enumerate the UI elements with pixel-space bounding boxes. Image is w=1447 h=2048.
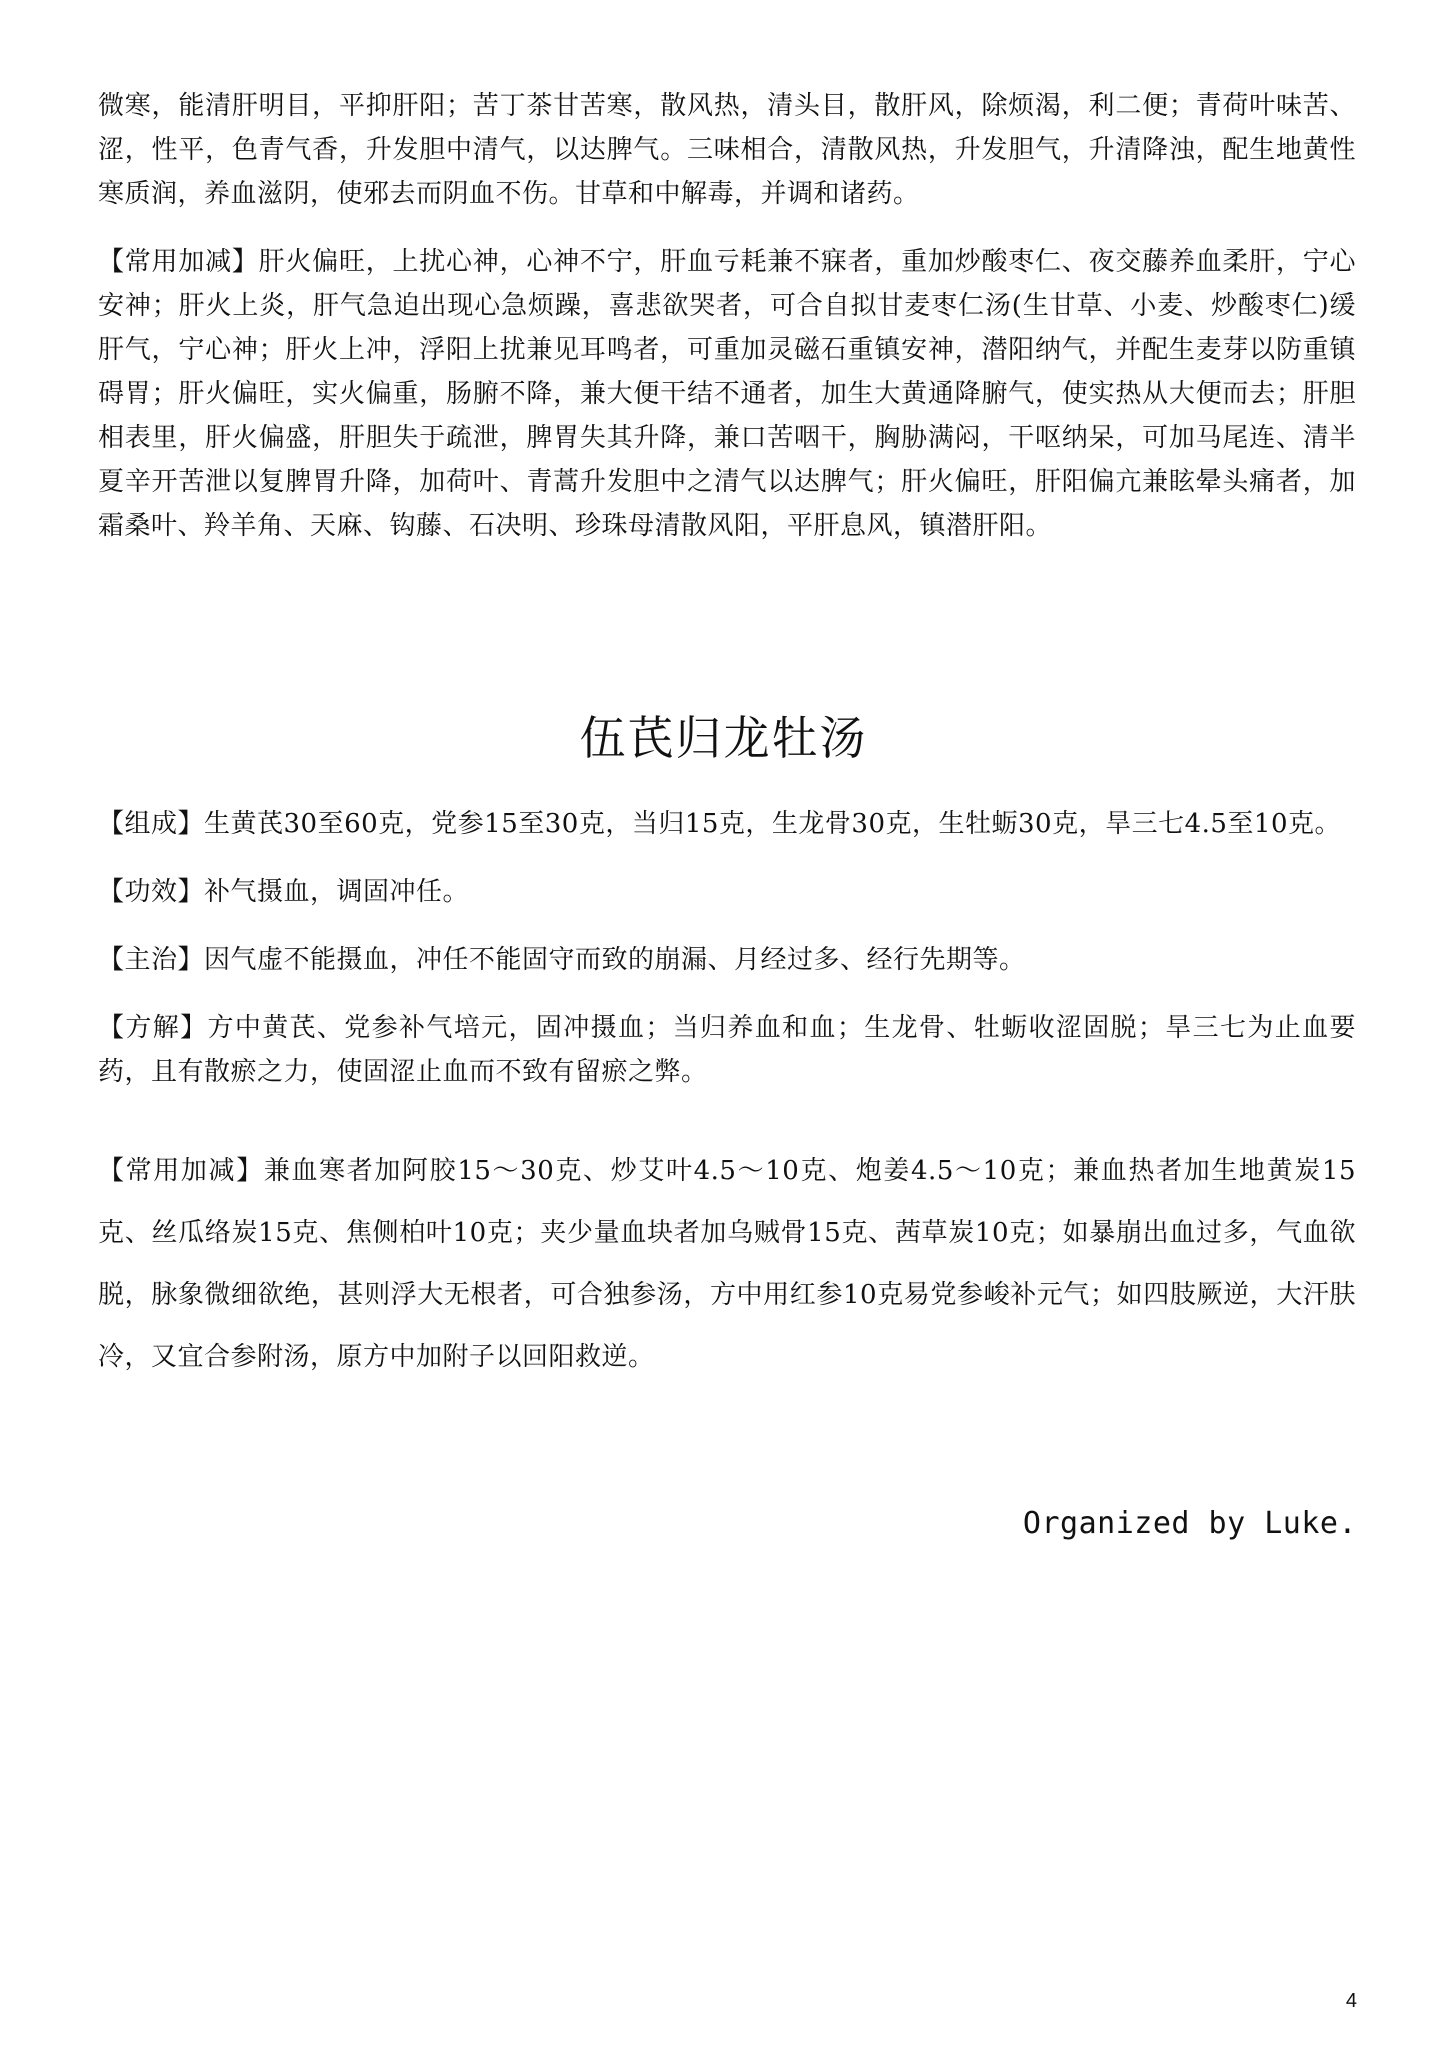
previous-formula-modifications: 【常用加减】肝火偏旺，上扰心神，心神不宁，肝血亏耗兼不寐者，重加炒酸枣仁、夜交藤养血柔肝，宁心安神；肝火上炎，肝气急迫出现心急烦躁，喜悲欲哭者，可合自拟甘麦枣仁汤(生甘草、小麦、炒酸枣仁)缓肝气，宁心神；肝火上冲，浮阳上扰兼见耳鸣者，可重加灵磁石重镇安神，潜阳纳气，并配生麦芽以防重镇碍胃；肝火偏旺，实火偏重，肠腑不降，兼大便干结不通者，加生大黄通降腑气，使实热从大便而去；肝胆相表里，肝火偏盛，肝胆失于疏泄，脾胃失其升降，兼口苦咽干，胸胁满闷，干呕纳呆，可加马尾连、清半夏辛开苦泄以复脾胃升降，加荷叶、青蒿升发胆中之清气以达脾气；肝火偏旺，肝阳偏亢兼眩晕头痛者，加霜桑叶、羚羊角、天麻、钩藤、石决明、珍珠母清散风阳，平肝息风，镇潜肝阳。 [98, 247, 1356, 541]
formula-indications: 【主治】因气虚不能摄血，冲任不能固守而致的崩漏、月经过多、经行先期等。 [98, 945, 1026, 975]
formula-modifications: 【常用加减】兼血寒者加阿胶15〜30克、炒艾叶4.5〜10克、炮姜4.5〜10克；兼血热者加生地黄炭15克、丝瓜络炭15克、焦侧柏叶10克；夹少量血块者加乌贼骨15克、茜草炭10克；如暴崩出血过多，气血欲脱，脉象微细欲绝，甚则浮大无根者，可合独参汤，方中用红参10克易党参峻补元气；如四肢厥逆，大汗肤冷，又宜合参附汤，原方中加附子以回阳救逆。 [98, 1156, 1356, 1372]
formula-title: 伍芪归龙牡汤 [579, 711, 868, 765]
previous-formula-explanation: 微寒，能清肝明目，平抑肝阳；苦丁茶甘苦寒，散风热，清头目，散肝风，除烦渴，利二便；青荷叶味苦、涩，性平，色青气香，升发胆中清气，以达脾气。三味相合，清散风热，升发胆气，升清降浊，配生地黄性寒质润，养血滋阴，使邪去而阴血不伤。甘草和中解毒，并调和诸药。 [98, 91, 1356, 209]
page-number: 4 [1345, 1990, 1357, 2012]
formula-composition: 【组成】生黄芪30至60克，党参15至30克，当归15克，生龙骨30克，生牡蛎30克，旱三七4.5至10克。 [98, 809, 1342, 839]
formula-efficacy: 【功效】补气摄血，调固冲任。 [98, 877, 470, 907]
author-signature: Organized by Luke. [1022, 1506, 1357, 1541]
formula-explanation: 【方解】方中黄芪、党参补气培元，固冲摄血；当归养血和血；生龙骨、牡蛎收涩固脱；旱三七为止血要药，且有散瘀之力，使固涩止血而不致有留瘀之弊。 [98, 1013, 1356, 1087]
